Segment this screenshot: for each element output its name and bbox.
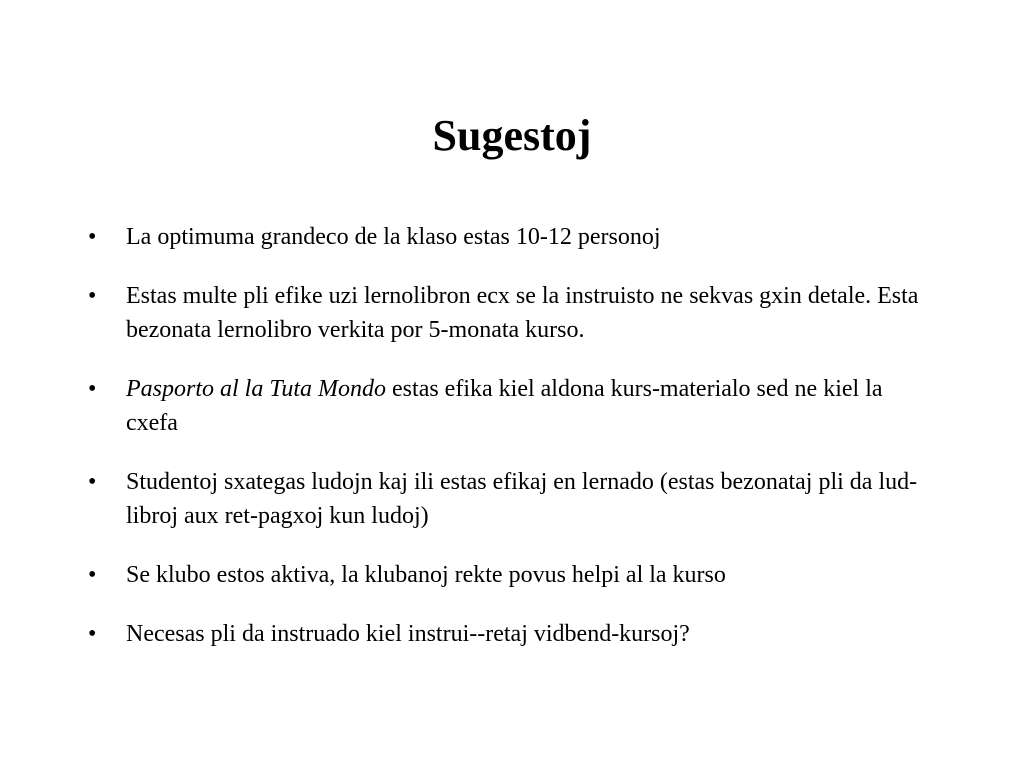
bullet-text: Estas multe pli efike uzi lernolibron ecx se la instruisto ne sekvas gxin detale. Esta bezonata lernolibro verkita por 5-monata kurso. — [126, 283, 919, 343]
bullet-text: La optimuma grandeco de la klaso estas 10-12 personoj — [126, 224, 661, 250]
bullet-item — [88, 617, 938, 651]
slide-title: Sugestoj — [432, 111, 592, 160]
bullet-icon: • — [88, 283, 97, 309]
bullet-text: Studentoj sxategas ludojn kaj ili estas efikaj en lernado (estas bezonataj pli da lud-libroj aux ret-pagxoj kun ludoj) — [126, 469, 918, 529]
bullet-list — [88, 220, 938, 676]
bullet-item — [88, 220, 938, 254]
bullet-icon: • — [88, 376, 97, 402]
bullet-icon: • — [88, 469, 97, 495]
bullet-item — [88, 372, 938, 440]
bullet-icon: • — [88, 224, 97, 250]
bullet-item — [88, 558, 938, 592]
bullet-icon: • — [88, 621, 97, 647]
bullet-item — [88, 279, 938, 347]
bullet-text: estas efika kiel aldona kurs-materialo sed ne kiel la cxefa — [126, 376, 883, 436]
bullet-item — [88, 465, 938, 533]
bullet-text: Necesas pli da instruado kiel instrui--retaj vidbend-kursoj? — [126, 621, 690, 647]
book-title: Pasporto al la Tuta Mondo — [126, 376, 387, 402]
bullet-icon: • — [88, 562, 97, 588]
bullet-text: Se klubo estos aktiva, la klubanoj rekte povus helpi al la kurso — [126, 562, 726, 588]
